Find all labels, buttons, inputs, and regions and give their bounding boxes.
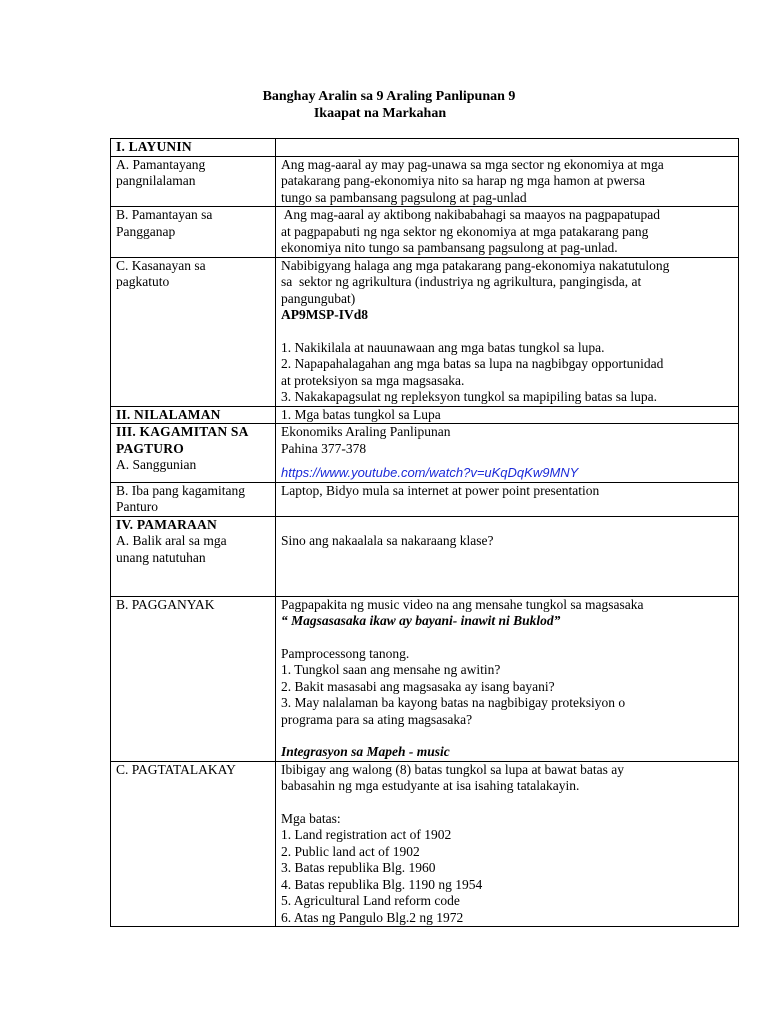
talakay-label: C. PAGTATALAKAY xyxy=(111,761,276,927)
iba-text: Laptop, Bidyo mula sa internet at power point presentation xyxy=(276,482,739,516)
kasanayan-label: C. Kasanayan sa pagkatuto xyxy=(111,257,276,406)
competency-code: AP9MSP-IVd8 xyxy=(281,307,368,322)
row-kagamitan xyxy=(111,424,739,483)
objective-item: at proteksiyon sa mga magsasaka. xyxy=(281,372,465,388)
row-pagganyak xyxy=(111,596,739,761)
row-pamantayang-pangnilalaman xyxy=(111,156,739,207)
layunin-empty-cell xyxy=(276,139,739,157)
pagganap-text: Ang mag-aaral ay aktibong nakibabahagi sa maayos na pagpapatupad at pagpapabuti ng nga sektor ng ekonomiya at mga patakarang pang ekonomiya nito tungo sa pambansang pagsulong at pag-unlad. xyxy=(276,207,739,258)
batas-item: 5. Agricultural Land reform code xyxy=(281,893,460,908)
nilalaman-heading: II. NILALAMAN xyxy=(111,406,276,424)
kagamitan-text: Ekonomiks Araling Panlipunan Pahina 377-378 https://www.youtube.com/watch?v=uKqDqKw9MNY xyxy=(276,424,739,483)
objective-item: 3. Nakakapagsulat ng repleksyon tungkol sa mapipiling batas sa lupa. xyxy=(281,389,658,404)
talakay-text: Ibibigay ang walong (8) batas tungkol sa lupa at bawat batas ay babasahin ng mga estudyante at isa isahing tatalakayin. Mga batas: 1. Land registration act of 1902 2. Public land act of 1902 3. Batas republika Blg. 1960 4. Batas republika Blg. 1190 ng 1954 5. Agricultural Land reform code 6. Atas ng Pangulo Blg.2 ng 1972 xyxy=(276,761,739,927)
question-item: 2. Bakit masasabi ang magsasaka ay isang bayani? xyxy=(281,678,555,694)
row-kasanayan xyxy=(111,257,739,406)
balik-label: IV. PAMARAAN A. Balik aral sa mga unang natutuhan xyxy=(111,516,276,596)
question-item: 1. Tungkol saan ang mensahe ng awitin? xyxy=(281,662,501,677)
pagganyak-text: Pagpapakita ng music video na ang mensahe tungkol sa magsasaka “ Magsasasaka ikaw ay bayani- inawit ni Buklod” Pamprocessong tanong. 1. Tungkol saan ang mensahe ng awitin? 2. Bakit masasabi ang magsasaka ay isang bayani? 3. May nalalaman ba kayong batas na nagbibigay proteksiyon o programa para sa ating magsasaka? Integrasyon sa Mapeh - music xyxy=(276,596,739,761)
objective-item: 2. Napapahalagahan ang mga batas sa lupa na nagbibgay opportunidad xyxy=(281,356,664,371)
batas-item: 3. Batas republika Blg. 1960 xyxy=(281,860,436,875)
iba-label: B. Iba pang kagamitang Panturo xyxy=(111,482,276,516)
pagganyak-label: B. PAGGANYAK xyxy=(111,596,276,761)
kagamitan-label: III. KAGAMITAN SA PAGTURO A. Sanggunian xyxy=(111,424,276,483)
kasanayan-text: Nabibigyang halaga ang mga patakarang pang-ekonomiya nakatutulong sa sektor ng agrikultura (industriya ng agrikultura, pangingisda, at pangungubat) AP9MSP-IVd8 1. Nakikilala at nauunawaan ang mga batas tungkol sa lupa. 2. Napapahalagahan ang mga batas sa lupa na nagbibgay opportunidad at proteksiyon sa mga magsasaka. 3. Nakakapagsulat ng repleksyon tungkol sa mapipiling batas sa lupa. xyxy=(276,257,739,406)
song-title: “ Magsasasaka ikaw ay bayani- inawit ni Buklod” xyxy=(281,613,561,628)
batas-item: 6. Atas ng Pangulo Blg.2 ng 1972 xyxy=(281,909,464,925)
batas-item: 4. Batas republika Blg. 1190 ng 1954 xyxy=(281,876,483,892)
integrasyon-note: Integrasyon sa Mapeh - music xyxy=(281,744,450,759)
batas-item: 2. Public land act of 1902 xyxy=(281,843,420,859)
row-iba-pang-kagamitan xyxy=(111,482,739,516)
pamantayang-text: Ang mag-aaral ay may pag-unawa sa mga sector ng ekonomiya at mga patakarang pang-ekonomiya nito sa harap ng mga hamon at pwersa tungo sa pambansang pagsulong at pag-unlad xyxy=(276,156,739,207)
youtube-link[interactable]: https://www.youtube.com/watch?v=uKqDqKw9MNY xyxy=(281,465,579,480)
question-item: 3. May nalalaman ba kayong batas na nagbibigay proteksiyon o xyxy=(281,695,626,710)
title-line-2: Ikaapat na Markahan xyxy=(313,105,447,121)
document-title xyxy=(0,89,768,122)
title-line-1: Banghay Aralin sa 9 Araling Panlipunan 9 xyxy=(262,89,516,104)
question-item: programa para sa ating magsasaka? xyxy=(281,711,473,727)
row-pagtatalakay xyxy=(111,761,739,927)
layunin-heading: I. LAYUNIN xyxy=(111,139,276,157)
row-pamantayan-pangganap xyxy=(111,207,739,258)
pagganap-label: B. Pamantayan sa Pangganap xyxy=(111,207,276,258)
row-nilalaman xyxy=(111,406,739,424)
row-balik-aral xyxy=(111,516,739,596)
nilalaman-text: 1. Mga batas tungkol sa Lupa xyxy=(276,406,739,424)
pamantayang-label: A. Pamantayang pangnilalaman xyxy=(111,156,276,207)
row-layunin xyxy=(111,139,739,157)
balik-text: Sino ang nakaalala sa nakaraang klase? xyxy=(276,516,739,596)
lesson-plan-table xyxy=(110,138,739,927)
objective-item: 1. Nakikilala at nauunawaan ang mga batas tungkol sa lupa. xyxy=(281,339,605,355)
batas-item: 1. Land registration act of 1902 xyxy=(281,827,452,842)
